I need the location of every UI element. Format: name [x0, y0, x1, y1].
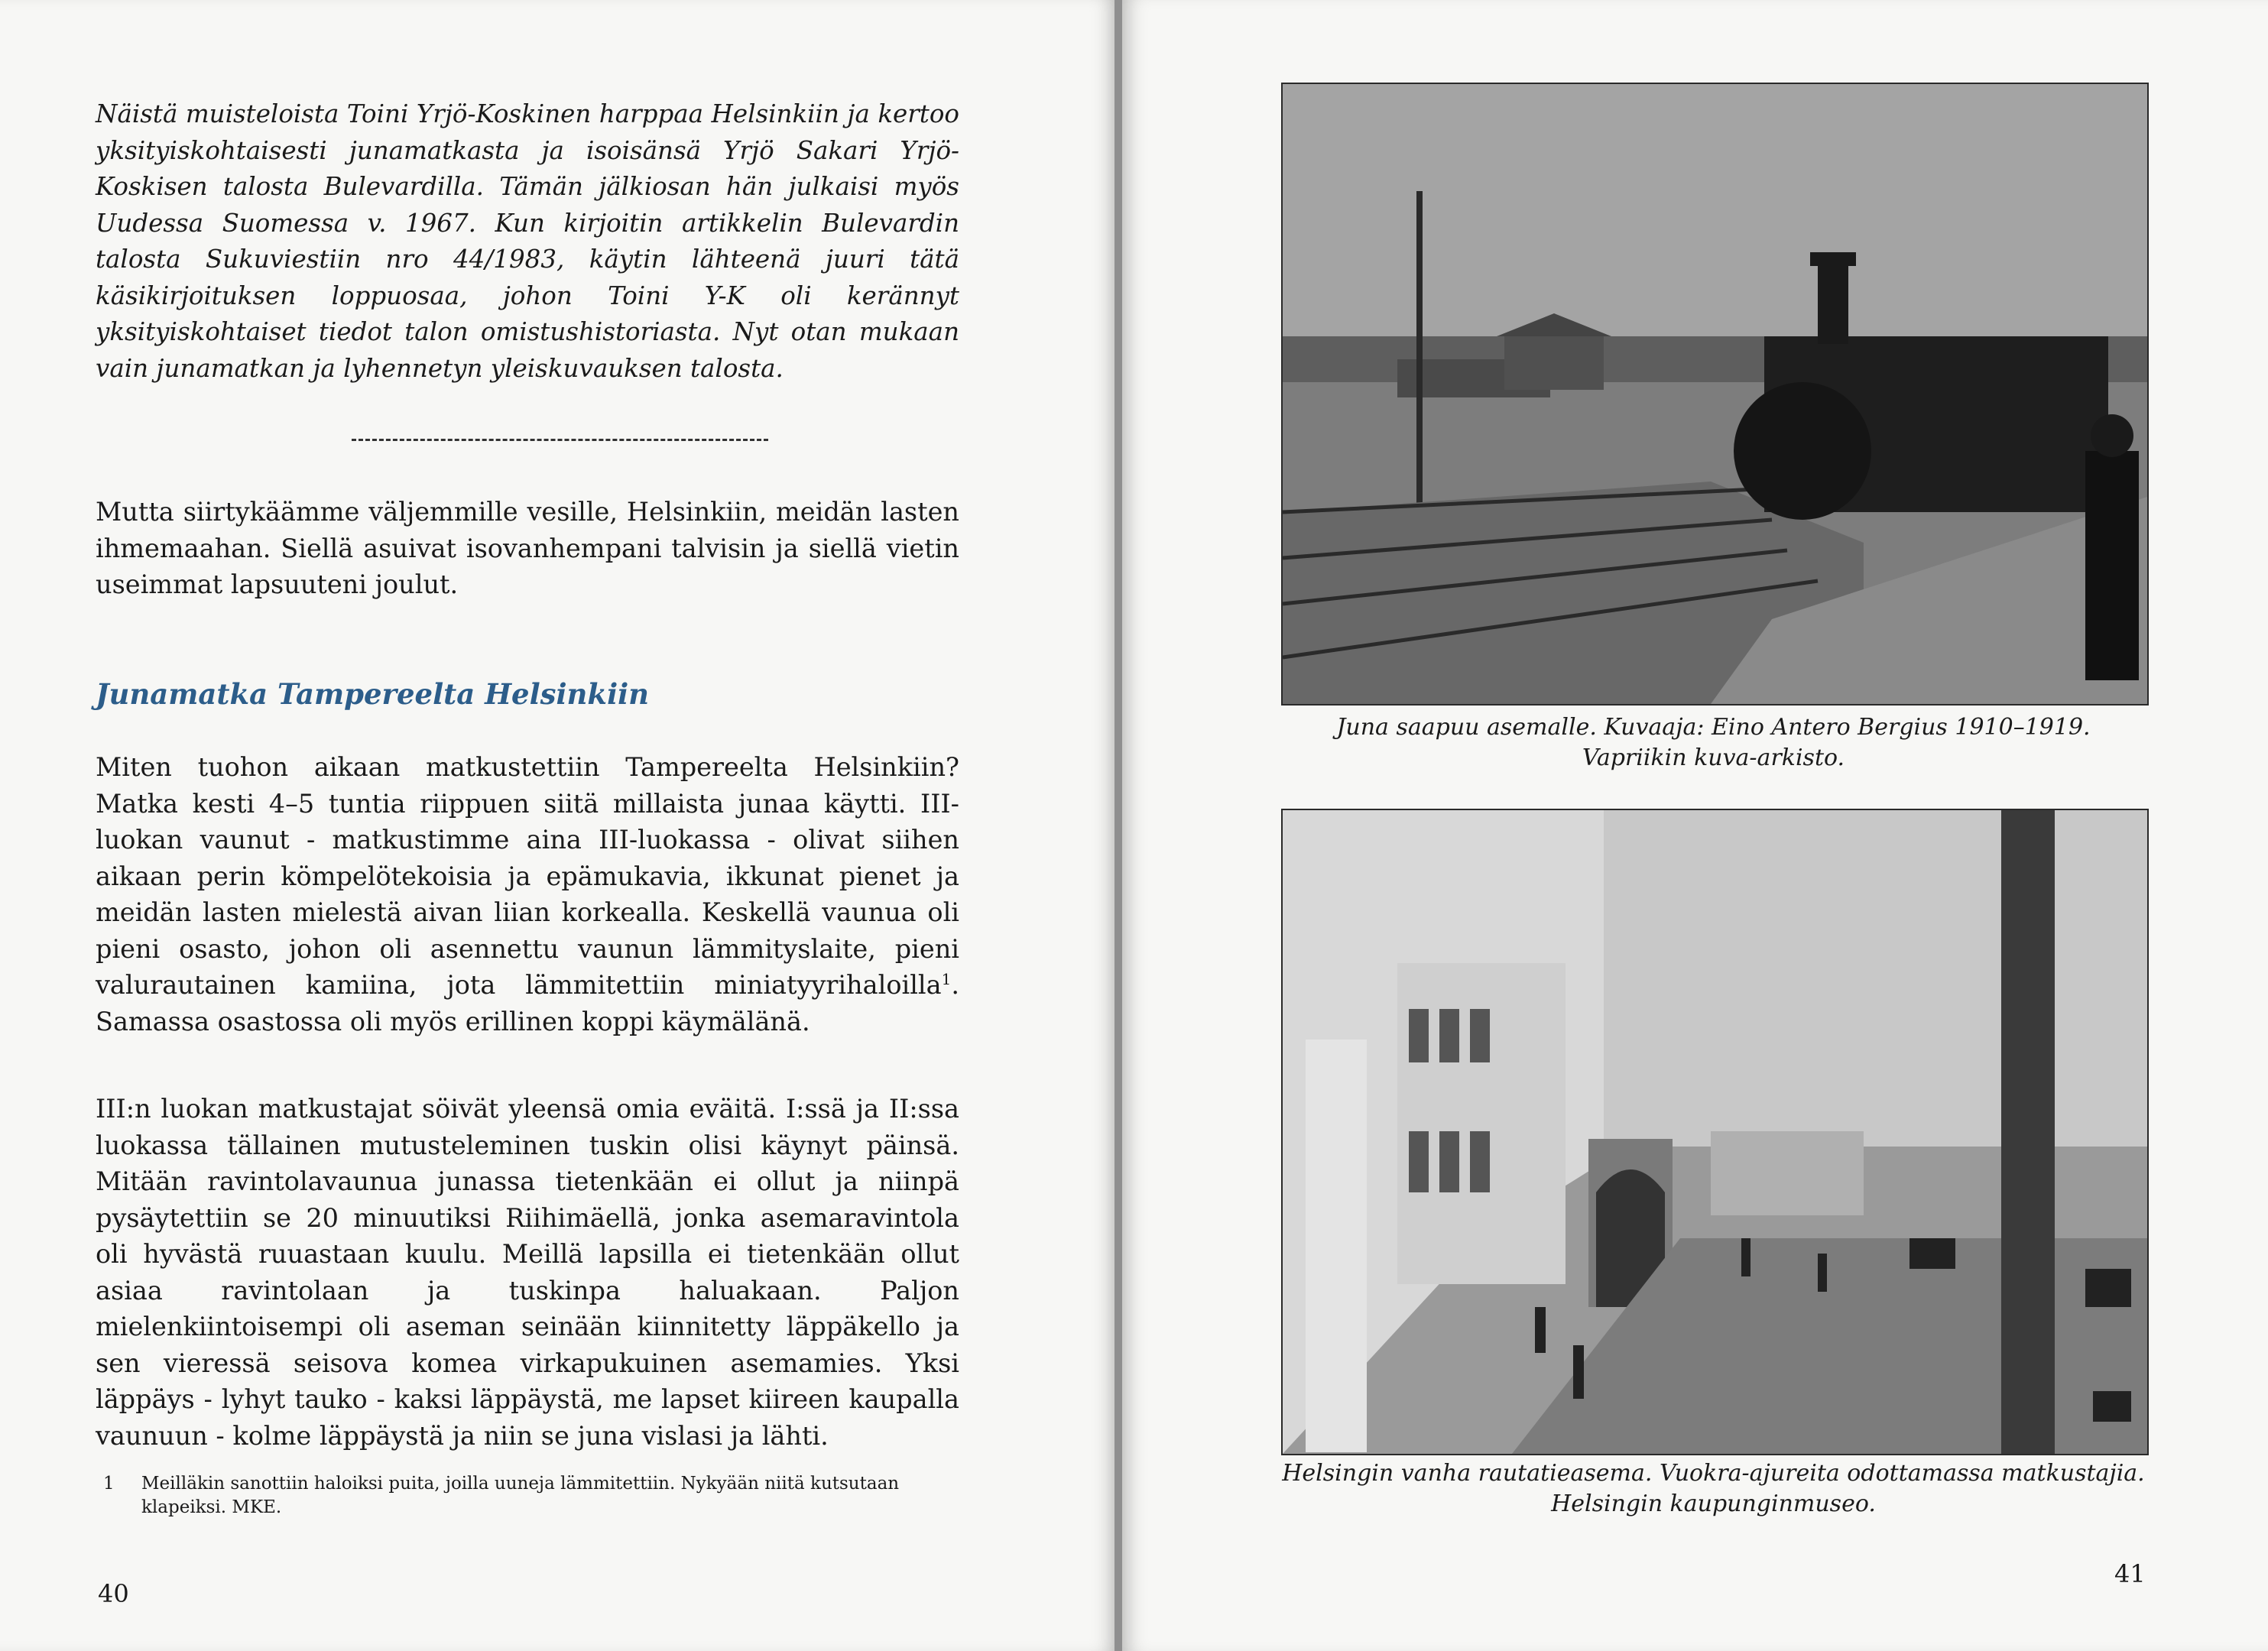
paragraph-4: III:n luokan matkustajat söivät yleensä omia eväitä. I:ssä ja II:ssa luokassa tällainen mutusteleminen tuskin olisi käynyt päinsä. Mitään ravintolavaunua junassa tietenkään ei ollut ja niinpä pysäytettiin se 20 minuutiksi Riihimäellä, jonka asemaravintola oli hyvästä ruuastaan kuulu. Meillä lapsilla ei tietenkään ollut asiaa ravintolaan ja tuskinpa haluakaan. Paljon mielenkiintoisempi oli aseman seinään kiinnitetty läppäkello ja sen vieressä seisova komea virkapukuinen asemamies. Yksi läppäys - lyhyt tauko - kaksi läppäystä, me lapset kiireen kaupalla vaunuun - kolme läppäystä ja niin se juna vislasi ja lähti. — [96, 1094, 959, 1451]
photo-1-caption-line-1: Juna saapuu asemalle. Kuvaaja: Eino Antero Bergius 1910–1919. — [1336, 714, 2091, 741]
photo-2-caption-line-1: Helsingin vanha rautatieasema. Vuokra-ajureita odottamassa matkustajia. — [1282, 1460, 2145, 1487]
footnote-number: 1 — [103, 1474, 115, 1494]
helsinki-station-photo — [1281, 809, 2149, 1455]
station-photo-illustration — [1283, 810, 2147, 1454]
dashed-divider — [352, 439, 768, 441]
paragraph-3-end: . Samassa osastossa oli myös erillinen koppi käymälänä. — [96, 970, 959, 1036]
intro-paragraph: Näistä muisteloista Toini Yrjö-Koskinen harppaa Helsinkiin ja kertoo yksityiskohtaisesti junamatkasta ja isoisänsä Yrjö Sakari Yrjö-Koskisen talosta Bulevardilla. Tämän jälkiosan hän julkaisi myös Uudessa Suomessa v. 1967. Kun kirjoitin artikkelin Bulevardin talosta Sukuviestiin nro 44/1983, käytin lähteenä juuri tätä käsikirjoituksen loppuosaa, johon Toini Y-K oli kerännyt yksityiskohtaiset tiedot talon omistushistoriasta. Nyt otan mukaan vain junamatkan ja lyhennetyn yleiskuvauksen talosta. — [96, 99, 959, 383]
paragraph-3-text: Miten tuohon aikaan matkustettiin Tampereelta Helsinkiin? Matka kesti 4–5 tuntia riippuen siitä millaista junaa käytti. III-luokan vaunut - matkustimme aina III-luokassa - olivat siihen aikaan perin kömpelötekoisia ja epämukavia, ikkunat pienet ja meidän lasten mielestä aivan liian korkealla. Keskellä vaunua oli pieni osasto, johon oli asennettu vaunun lämmityslaite, pieni valurautainen kamiina, jota lämmitettiin miniatyyrihaloilla — [96, 752, 959, 1000]
paragraph-3 — [96, 749, 959, 1040]
right-page — [1122, 0, 2268, 1651]
page-number-right: 41 — [2114, 1559, 2146, 1588]
left-page — [0, 0, 1118, 1651]
footnote-ref: 1 — [941, 969, 952, 988]
photo-1-caption — [1281, 712, 2146, 774]
photo-2-caption — [1267, 1458, 2159, 1520]
paragraph-2: Mutta siirtykäämme väljemmille vesille, Helsinkiin, meidän lasten ihmemaahan. Siellä asuivat isovanhempani talvisin ja siellä vietin useimmat lapsuuteni joulut. — [96, 497, 959, 599]
photo-1-caption-line-2: Vapriikin kuva-arkisto. — [1582, 744, 1845, 771]
photo-2-caption-line-2: Helsingin kaupunginmuseo. — [1551, 1490, 1876, 1517]
train-arrival-photo — [1281, 83, 2149, 705]
footnote-text: Meilläkin sanottiin haloiksi puita, joilla uuneja lämmitettiin. Nykyään niitä kutsutaan klapeiksi. MKE. — [141, 1474, 900, 1517]
section-heading: Junamatka Tampereelta Helsinkiin — [96, 677, 650, 711]
train-photo-illustration — [1283, 84, 2147, 704]
page-number-left: 40 — [98, 1579, 129, 1608]
